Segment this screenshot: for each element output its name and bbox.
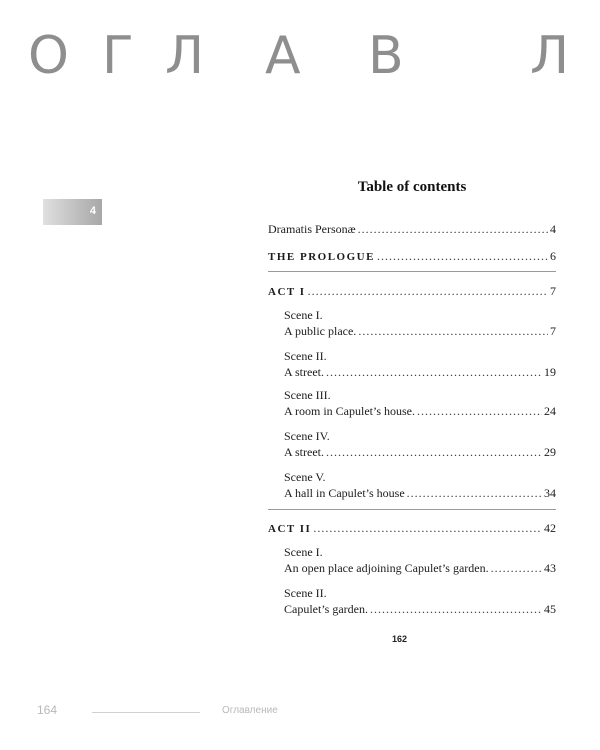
- toc-entry[interactable]: [284, 486, 556, 500]
- toc-entry-title: Capulet’s garden.: [284, 602, 368, 616]
- scene-label: Scene III.: [284, 388, 331, 402]
- section-divider: [268, 509, 556, 510]
- heading-letter: О: [28, 26, 69, 86]
- scene-label: Scene II.: [284, 586, 327, 600]
- scene-label: Scene V.: [284, 470, 326, 484]
- toc-entry-page: 34: [544, 486, 556, 500]
- scene-label: Scene I.: [284, 545, 323, 559]
- toc-entry-title: A public place.: [284, 324, 357, 338]
- toc-entry-page: 42: [544, 521, 556, 535]
- dot-leader: [358, 222, 548, 236]
- dot-leader: [370, 602, 542, 616]
- toc-entry[interactable]: [284, 365, 556, 379]
- toc-entry-title: A hall in Capulet’s house: [284, 486, 405, 500]
- toc-entry[interactable]: [268, 521, 556, 536]
- side-page-tab: [43, 199, 102, 225]
- toc-entry-page: 43: [544, 561, 556, 575]
- inner-page-number: 162: [392, 634, 408, 644]
- toc-entry-title: ACT II: [268, 523, 312, 535]
- dot-leader: [407, 486, 542, 500]
- toc-entry-page: 45: [544, 602, 556, 616]
- heading-letter: Г: [102, 26, 134, 86]
- toc-entry-page: 19: [544, 365, 556, 379]
- footer-section-title: Оглавление: [222, 705, 278, 716]
- side-tab-number: 4: [89, 205, 96, 217]
- toc-entry[interactable]: [284, 602, 556, 616]
- toc-title: Table of contents: [357, 179, 467, 195]
- heading-letter: Л: [165, 26, 205, 86]
- dot-leader: [313, 521, 542, 535]
- toc-entry-page: 6: [550, 249, 556, 263]
- toc-entry-page: 29: [544, 445, 556, 459]
- heading-letter: В: [368, 26, 404, 86]
- toc-entry-title: Dramatis Personæ: [268, 222, 356, 236]
- scene-label: Scene II.: [284, 349, 327, 363]
- dot-leader: [326, 445, 542, 459]
- dot-leader: [491, 561, 542, 575]
- footer-page-number: 164: [37, 703, 58, 717]
- toc-entry-title: A room in Capulet’s house.: [284, 404, 415, 418]
- toc-entry[interactable]: [284, 324, 556, 338]
- toc-entry[interactable]: [284, 561, 556, 575]
- section-divider: [268, 271, 556, 272]
- heading-letter: А: [265, 26, 301, 86]
- chapter-heading: [0, 26, 600, 86]
- toc-entry-title: A street.: [284, 365, 324, 379]
- toc-entry-page: 4: [550, 222, 556, 236]
- toc-entry[interactable]: [268, 284, 556, 299]
- toc-entry[interactable]: [284, 404, 556, 418]
- toc-entry[interactable]: [268, 249, 556, 264]
- footer-divider: [92, 712, 200, 713]
- toc-entry-page: 24: [544, 404, 556, 418]
- toc-entry-page: 7: [550, 324, 556, 338]
- toc-entry-title: An open place adjoining Capulet’s garden.: [284, 561, 489, 575]
- toc-entry-title: A street.: [284, 445, 324, 459]
- dot-leader: [377, 249, 548, 263]
- heading-letter: Л: [530, 26, 570, 86]
- scene-label: Scene I.: [284, 308, 323, 322]
- toc-entry-page: 7: [550, 284, 556, 298]
- toc-entry-title: ACT I: [268, 286, 306, 298]
- dot-leader: [326, 365, 542, 379]
- scene-label: Scene IV.: [284, 429, 330, 443]
- toc-entry-title: THE PROLOGUE: [268, 251, 375, 263]
- toc-entry[interactable]: [284, 445, 556, 459]
- dot-leader: [308, 284, 548, 298]
- dot-leader: [358, 324, 548, 338]
- toc-entry[interactable]: [268, 222, 556, 236]
- dot-leader: [417, 404, 542, 418]
